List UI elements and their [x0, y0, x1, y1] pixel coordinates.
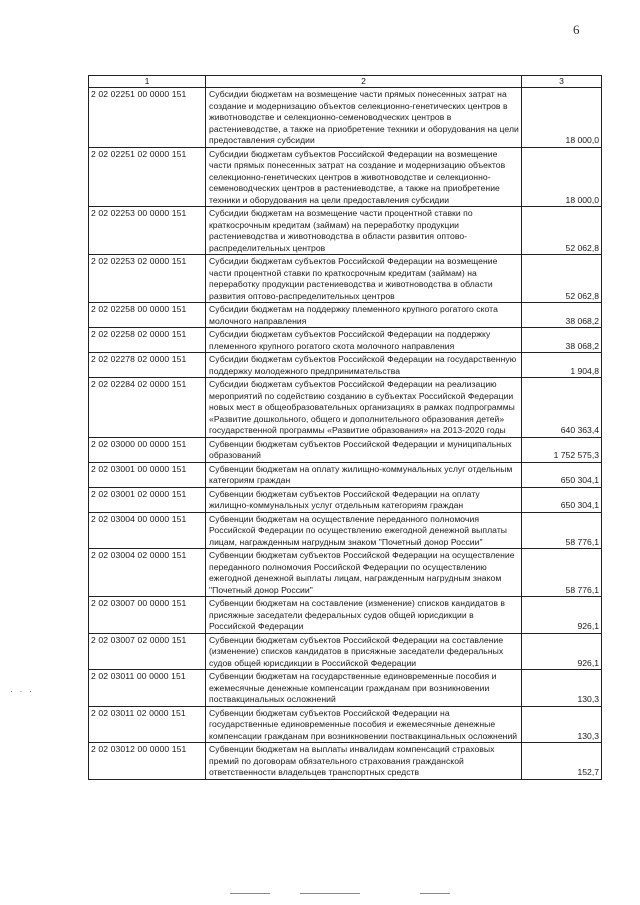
table-row	[89, 549, 602, 597]
column-header-amount: 3	[522, 76, 602, 88]
row-code: 2 02 02251 02 0000 151	[89, 147, 206, 207]
row-code: 2 02 03000 00 0000 151	[89, 437, 206, 462]
table-row	[89, 303, 602, 328]
row-amount: 650 304,1	[522, 462, 602, 487]
row-description: Субсидии бюджетам субъектов Российской Федерации на возмещение части прямых понесенных затрат на создание и модернизацию объектов селекционно-генетических центров в животноводстве и селекционно-семеноводческих центров в растениеводстве, а также на приобретение техники и оборудования на цели предоставления субсидии	[206, 147, 522, 207]
row-description: Субвенции бюджетам субъектов Российской Федерации на оплату жилищно-коммунальных услуг отдельным категориям граждан	[206, 487, 522, 512]
row-amount: 58 776,1	[522, 512, 602, 549]
table-row	[89, 670, 602, 707]
row-description: Субсидии бюджетам субъектов Российской Федерации на поддержку племенного крупного рогатого скота молочного направления	[206, 328, 522, 353]
row-description: Субсидии бюджетам субъектов Российской Федерации на возмещение части процентной ставки по краткосрочным кредитам (займам) на переработку продукции растениеводства и животноводства в области развития оптово-распределительных центров	[206, 255, 522, 303]
table-row	[89, 487, 602, 512]
page-number: 6	[573, 22, 580, 37]
row-amount: 640 363,4	[522, 378, 602, 438]
row-description: Субсидии бюджетам на возмещение части прямых понесенных затрат на создание и модернизацию объектов селекционно-генетических центров в животноводстве и селекционно-семеноводческих центров в растениеводстве, а также на приобретение техники и оборудования на цели предоставления субсидии	[206, 88, 522, 148]
row-description: Субвенции бюджетам на оплату жилищно-коммунальных услуг отдельным категориям граждан	[206, 462, 522, 487]
table-row	[89, 328, 602, 353]
table-row	[89, 462, 602, 487]
row-description: Субвенции бюджетам на выплаты инвалидам компенсаций страховых премий по договорам обязательного страхования гражданской ответственности владельцев транспортных средств	[206, 743, 522, 780]
table-row	[89, 378, 602, 438]
footer-mark	[420, 893, 450, 894]
row-code: 2 02 03001 00 0000 151	[89, 462, 206, 487]
row-description: Субвенции бюджетам на осуществление переданного полномочия Российской Федерации по осуществлению ежегодной денежной выплаты лицам, награжденным нагрудным знаком "Почетный донор России"	[206, 512, 522, 549]
row-code: 2 02 02284 02 0000 151	[89, 378, 206, 438]
row-amount: 18 000,0	[522, 147, 602, 207]
row-code: 2 02 02258 00 0000 151	[89, 303, 206, 328]
row-amount: 152,7	[522, 743, 602, 780]
row-code: 2 02 03012 00 0000 151	[89, 743, 206, 780]
row-code: 2 02 02253 00 0000 151	[89, 207, 206, 255]
row-code: 2 02 02278 02 0000 151	[89, 353, 206, 378]
row-amount: 650 304,1	[522, 487, 602, 512]
table-row	[89, 706, 602, 743]
row-description: Субсидии бюджетам субъектов Российской Федерации на государственную поддержку молодежного предпринимательства	[206, 353, 522, 378]
row-code: 2 02 03001 02 0000 151	[89, 487, 206, 512]
row-description: Субсидии бюджетам субъектов Российской Федерации на реализацию мероприятий по содействию созданию в субъектах Российской Федерации новых мест в общеобразовательных организациях в рамках подпрограммы «Развитие дошкольного, общего и дополнительного образования детей» государственной программы «Развитие образования» на 2013-2020 годы	[206, 378, 522, 438]
table-row	[89, 743, 602, 780]
budget-table	[88, 75, 602, 780]
row-code: 2 02 03004 00 0000 151	[89, 512, 206, 549]
row-amount: 1 752 575,3	[522, 437, 602, 462]
table-row	[89, 633, 602, 670]
table-row	[89, 207, 602, 255]
table-row	[89, 147, 602, 207]
row-amount: 38 068,2	[522, 303, 602, 328]
row-amount: 52 062,8	[522, 207, 602, 255]
table-row	[89, 597, 602, 634]
column-header-description: 2	[206, 76, 522, 88]
row-code: 2 02 02251 00 0000 151	[89, 88, 206, 148]
row-amount: 926,1	[522, 597, 602, 634]
row-code: 2 02 03011 02 0000 151	[89, 706, 206, 743]
table-row	[89, 512, 602, 549]
row-description: Субвенции бюджетам субъектов Российской Федерации на осуществление переданного полномочия Российской Федерации по осуществлению ежегодной денежной выплаты лицам, награжденным нагрудным знаком "Почетный донор России"	[206, 549, 522, 597]
row-amount: 130,3	[522, 670, 602, 707]
row-description: Субсидии бюджетам на поддержку племенного крупного рогатого скота молочного направления	[206, 303, 522, 328]
table-row	[89, 88, 602, 148]
row-description: Субвенции бюджетам субъектов Российской Федерации на государственные единовременные пособия и ежемесячные денежные компенсации гражданам при возникновении поствакцинальных осложнений	[206, 706, 522, 743]
row-code: 2 02 03007 00 0000 151	[89, 597, 206, 634]
row-description: Субсидии бюджетам на возмещение части процентной ставки по краткосрочным кредитам (займам) на переработку продукции растениеводства и животноводства в области развития оптово-распределительных центров	[206, 207, 522, 255]
row-code: 2 02 03007 02 0000 151	[89, 633, 206, 670]
row-amount: 926,1	[522, 633, 602, 670]
row-code: 2 02 02253 02 0000 151	[89, 255, 206, 303]
table-row	[89, 353, 602, 378]
footer-mark	[300, 893, 360, 894]
row-amount: 58 776,1	[522, 549, 602, 597]
margin-mark: · · ·	[10, 686, 34, 696]
row-description: Субвенции бюджетам субъектов Российской Федерации на составление (изменение) списков кандидатов в присяжные заседатели федеральных судов общей юрисдикции в Российской Федерации	[206, 633, 522, 670]
row-description: Субвенции бюджетам на государственные единовременные пособия и ежемесячные денежные компенсации гражданам при возникновении поствакцинальных осложнений	[206, 670, 522, 707]
table-row	[89, 437, 602, 462]
footer-mark	[230, 893, 270, 894]
row-code: 2 02 03011 00 0000 151	[89, 670, 206, 707]
header-row	[89, 76, 602, 88]
row-amount: 130,3	[522, 706, 602, 743]
row-amount: 38 068,2	[522, 328, 602, 353]
row-amount: 52 062,8	[522, 255, 602, 303]
row-code: 2 02 02258 02 0000 151	[89, 328, 206, 353]
row-amount: 18 000,0	[522, 88, 602, 148]
column-header-code: 1	[89, 76, 206, 88]
row-description: Субвенции бюджетам субъектов Российской Федерации и муниципальных образований	[206, 437, 522, 462]
row-amount: 1 904,8	[522, 353, 602, 378]
table-row	[89, 255, 602, 303]
row-code: 2 02 03004 02 0000 151	[89, 549, 206, 597]
row-description: Субвенции бюджетам на составление (изменение) списков кандидатов в присяжные заседатели федеральных судов общей юрисдикции в Российской Федерации	[206, 597, 522, 634]
